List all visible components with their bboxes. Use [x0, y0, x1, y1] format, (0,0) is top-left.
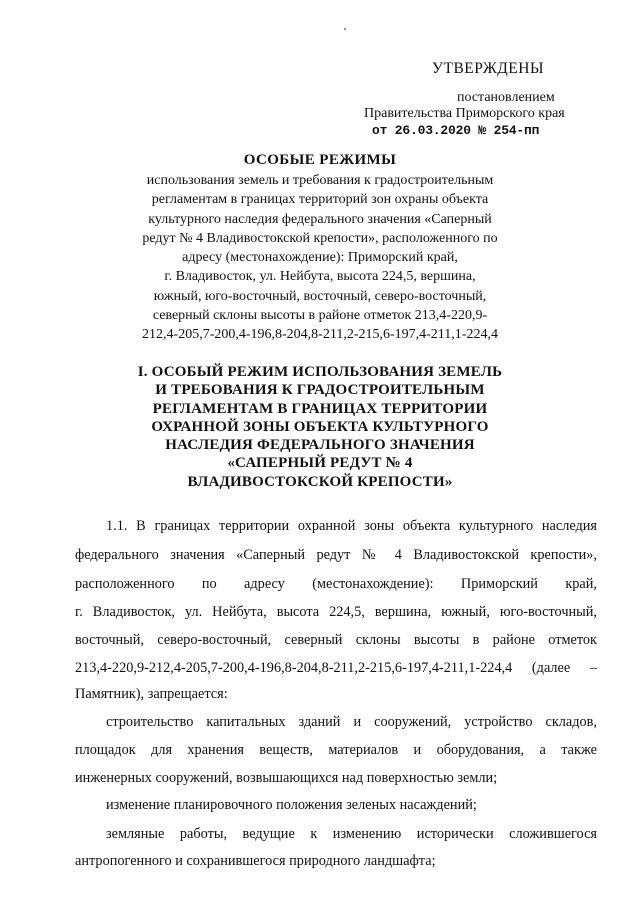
paragraph-line: Памятник), запрещается: [75, 686, 228, 702]
subtitle-line: 212,4-205,7-200,4-196,8-204,8-211,2-215,6-197,4-211,1-224,4 [142, 327, 498, 343]
subtitle-line: использования земель и требования к градостроительным [146, 173, 494, 188]
paragraph-line: федерального значения «Саперный редут № 4 Владивостокской крепости», [75, 547, 597, 563]
subtitle-line: южный, юго-восточный, восточный, северо-восточный, [153, 288, 487, 304]
section-heading [0, 363, 640, 491]
scan-speck [344, 28, 346, 30]
subtitle-line: г. Владивосток, ул. Нейбута, высота 224,5, вершина, [164, 269, 476, 285]
section-heading-line: И ТРЕБОВАНИЯ К ГРАДОСТРОИТЕЛЬНЫМ [155, 382, 485, 399]
document-subtitle [0, 171, 640, 345]
subtitle-line: адресу (местонахождение): Приморский край, [182, 250, 458, 266]
list-item-line: площадок для хранения веществ, материалов и оборудования, а также [75, 742, 597, 758]
section-heading-line: НАСЛЕДИЯ ФЕДЕРАЛЬНОГО ЗНАЧЕНИЯ [165, 437, 475, 454]
section-heading-line: РЕГЛАМЕНТАМ В ГРАНИЦАХ ТЕРРИТОРИИ [152, 400, 488, 417]
subtitle-line: регламентам в границах территорий зон охраны объекта [151, 192, 489, 208]
subtitle-line: северный склоны высоты в районе отметок 213,4-220,9- [152, 308, 488, 324]
paragraph-line: восточный, северо-восточный, северный склоны высоты в районе отметок [75, 632, 597, 648]
list-item-line: антропогенного и сохранившегося природного ландшафта; [75, 853, 436, 869]
approval-date-line: от 26.03.2020 № 254-пп [372, 123, 540, 138]
subtitle-line: культурного наследия федерального значения «Саперный [148, 211, 492, 227]
paragraph-line: расположенного по адресу (местонахождение): Приморский край, [75, 576, 597, 592]
paragraph-line: 213,4-220,9-212,4-205,7-200,4-196,8-204,8-211,2-215,6-197,4-211,1-224,4 (далее – [75, 660, 597, 676]
document-title: ОСОБЫЕ РЕЖИМЫ [243, 152, 397, 168]
approval-title: УТВЕРЖДЕНЫ [432, 60, 544, 77]
list-item-line: изменение планировочного положения зеленых насаждений; [106, 797, 477, 813]
section-heading-line: I. ОСОБЫЙ РЕЖИМ ИСПОЛЬЗОВАНИЯ ЗЕМЕЛЬ [137, 364, 503, 380]
section-heading-line: ВЛАДИВОСТОКСКОЙ КРЕПОСТИ» [187, 473, 453, 490]
list-item-line: инженерных сооружений, возвышающихся над поверхностью земли; [75, 770, 498, 786]
paragraph-line: г. Владивосток, ул. Нейбута, высота 224,5, вершина, южный, юго-восточный, [75, 604, 597, 620]
approval-line-1: постановлением [457, 90, 555, 105]
section-heading-line: «САПЕРНЫЙ РЕДУТ № 4 [227, 455, 413, 472]
list-item-line: земляные работы, ведущие к изменению исторически сложившегося [106, 826, 597, 842]
section-heading-line: ОХРАННОЙ ЗОНЫ ОБЪЕКТА КУЛЬТУРНОГО [151, 418, 489, 435]
approval-line-2: Правительства Приморского края [364, 106, 565, 121]
paragraph-line: 1.1. В границах территории охранной зоны объекта культурного наследия [106, 518, 597, 534]
subtitle-line: редут № 4 Владивостокской крепости», расположенного по [142, 230, 498, 246]
list-item-line: строительство капитальных зданий и сооружений, устройство складов, [106, 714, 597, 730]
